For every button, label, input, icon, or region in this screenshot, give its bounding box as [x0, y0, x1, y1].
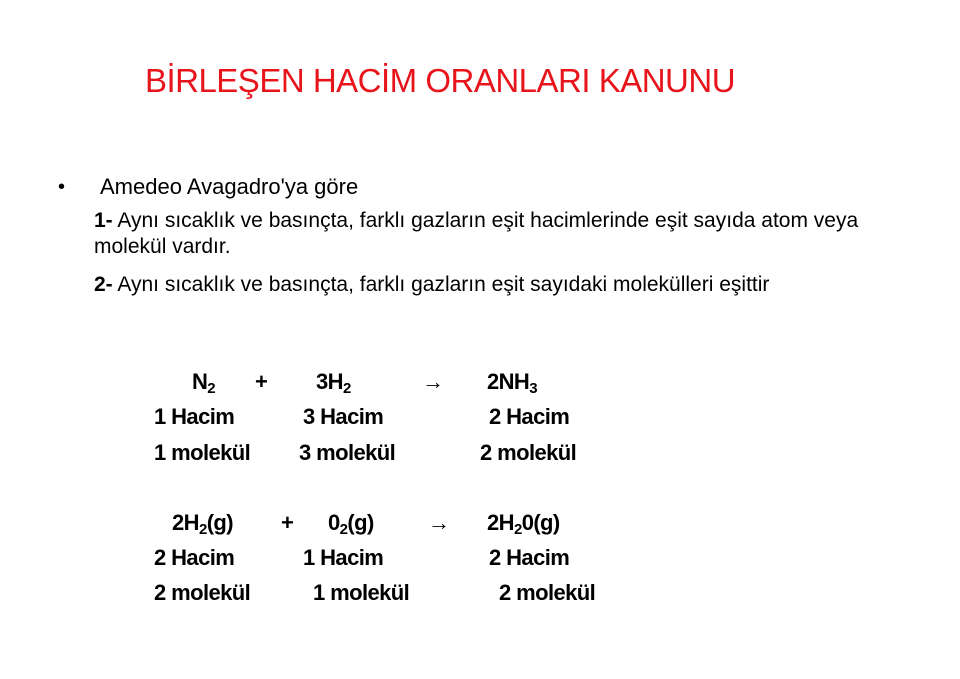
point-1-text: Aynı sıcaklık ve basınçta, farklı gazların eşit hacimlerinde eşit sayıda atom veya molekül vardır.	[94, 209, 859, 258]
arrow-icon: →	[422, 369, 444, 394]
plus-sign: +	[281, 510, 294, 535]
reactant-h2: $3H_2$	[316, 369, 351, 397]
reactant-o2g: $0_2(g)$	[328, 510, 374, 538]
volume-1: 1 Hacim	[154, 404, 235, 429]
point-1	[94, 208, 914, 260]
point-1-number: 1-	[94, 209, 113, 232]
molecule-1: 1 molekül	[154, 440, 251, 465]
reactant-n2: $N_2$	[192, 369, 216, 397]
volume-1: 2 Hacim	[154, 545, 235, 570]
arrow-icon: →	[428, 510, 450, 535]
point-2-number: 2-	[94, 273, 113, 296]
point-2-text: Aynı sıcaklık ve basınçta, farklı gazların eşit sayıdaki molekülleri eşittir	[112, 273, 770, 296]
volume-3: 2 Hacim	[489, 404, 570, 429]
product-h2og: $2H_20(g)$	[487, 510, 560, 538]
molecule-3: 2 molekül	[499, 580, 596, 605]
product-nh3: $2NH_3$	[487, 369, 537, 397]
plus-sign: +	[255, 369, 268, 394]
molecule-3: 2 molekül	[480, 440, 577, 465]
volume-3: 2 Hacim	[489, 545, 570, 570]
volume-2: 3 Hacim	[303, 404, 384, 429]
molecule-2: 3 molekül	[299, 440, 396, 465]
volume-2: 1 Hacim	[303, 545, 384, 570]
molecule-2: 1 molekül	[313, 580, 410, 605]
reactant-h2g: $2H_2(g)$	[172, 510, 233, 538]
molecule-1: 2 molekül	[154, 580, 251, 605]
point-2	[94, 272, 914, 298]
intro-text: Amedeo Avagadro'ya göre	[100, 174, 359, 199]
slide-title: BİRLEŞEN HACİM ORANLARI KANUNU	[144, 62, 736, 99]
bullet-marker: •	[58, 176, 66, 198]
